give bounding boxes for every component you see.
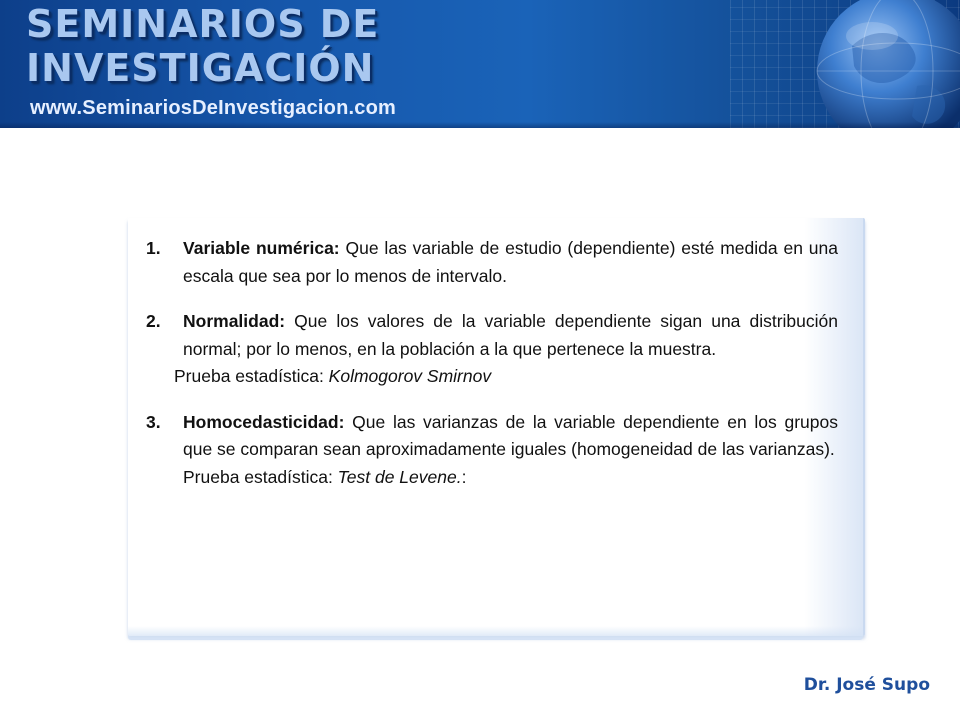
brand-url-link[interactable]: www.SeminariosDeInvestigacion.com (30, 97, 396, 119)
item-text: Que los valores de la variable dependiente sigan una distribución normal; por lo menos, en la población a la que pertenece la muestra. (183, 311, 838, 359)
test-line (183, 464, 838, 492)
list-item (146, 235, 838, 290)
item-number: 2. (146, 311, 161, 331)
list-item (146, 308, 838, 391)
content-box (128, 218, 865, 636)
header-banner (0, 0, 960, 128)
brand-title-line2: INVESTIGACIÓN (26, 46, 375, 90)
item-number: 3. (146, 411, 161, 432)
assumptions-list (146, 235, 838, 509)
test-label: Prueba estadística: (174, 366, 329, 386)
test-name: Kolmogorov Smirnov (328, 366, 492, 386)
test-label: Prueba estadística: (183, 466, 338, 487)
brand-title-line1: SEMINARIOS DE (26, 2, 380, 46)
item-number: 1. (146, 238, 161, 258)
test-name: Test de Levene. (337, 466, 462, 487)
author-name: Dr. José Supo (803, 675, 930, 695)
item-term: Homocedasticidad: (183, 411, 345, 432)
list-item (146, 409, 838, 492)
item-term: Variable numérica: (183, 238, 340, 258)
item-text: Que las varianzas de la variable dependiente en los grupos que se comparan sean aproximadamente iguales (homogeneidad de las varianzas). (183, 411, 838, 459)
brand-title (26, 2, 379, 90)
item-text: Que las variable de estudio (dependiente) esté medida en una escala que sea por lo menos de intervalo. (183, 238, 838, 286)
test-suffix: : (461, 466, 467, 487)
test-line (174, 363, 838, 391)
item-term: Normalidad: (183, 311, 286, 331)
globe-icon (812, 0, 960, 128)
